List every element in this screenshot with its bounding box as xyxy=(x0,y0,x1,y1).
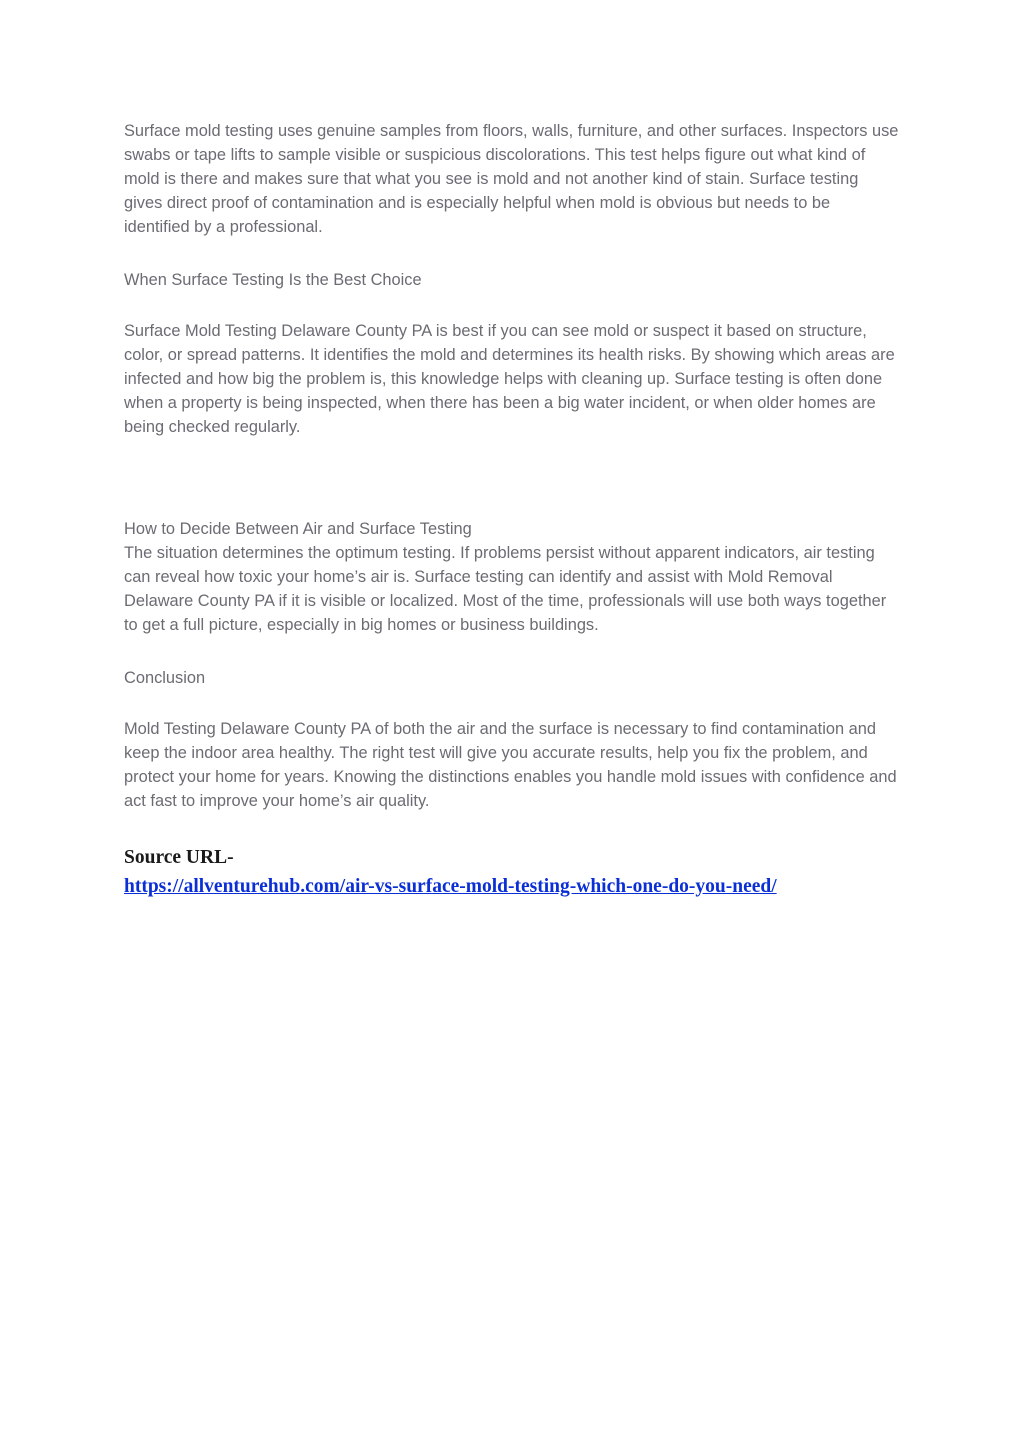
document-body xyxy=(124,119,899,901)
how-to-decide-paragraph: The situation determines the optimum testing. If problems persist without apparent indicators, air testing can reveal how toxic your home’s air is. Surface testing can identify and assist with Mold Removal Delaware County PA if it is visible or localized. Most of the time, professionals will use both ways together to get a full picture, especially in big homes or business buildings. xyxy=(124,544,887,634)
section-heading-conclusion: Conclusion xyxy=(124,669,206,687)
best-choice-paragraph: Surface Mold Testing Delaware County PA is best if you can see mold or suspect it based on structure, color, or spread patterns. It identifies the mold and determines its health risks. By showing which areas are infected and how big the problem is, this knowledge helps with cleaning up. Surface testing is often done when a property is being inspected, when there has been a big water incident, or when older homes are being checked regularly. xyxy=(124,322,895,436)
section-heading-best-choice: When Surface Testing Is the Best Choice xyxy=(124,271,422,289)
section-heading-how-to-decide: How to Decide Between Air and Surface Testing xyxy=(124,520,472,538)
source-block xyxy=(124,843,899,901)
conclusion-paragraph: Mold Testing Delaware County PA of both the air and the surface is necessary to find contamination and keep the indoor area healthy. The right test will give you accurate results, help you fix the problem, and protect your home for years. Knowing the distinctions enables you handle mold issues with confidence and act fast to improve your home’s air quality. xyxy=(124,720,897,810)
intro-paragraph: Surface mold testing uses genuine samples from floors, walls, furniture, and other surfaces. Inspectors use swabs or tape lifts to sample visible or suspicious discolorations. This test helps figure out what kind of mold is there and makes sure that what you see is mold and not another kind of stain. Surface testing gives direct proof of contamination and is especially helpful when mold is obvious but needs to be identified by a professional. xyxy=(124,122,899,236)
source-url-link[interactable]: https://allventurehub.com/air-vs-surface-mold-testing-which-one-do-you-need/ xyxy=(124,876,777,897)
source-label: Source URL- xyxy=(124,847,234,868)
